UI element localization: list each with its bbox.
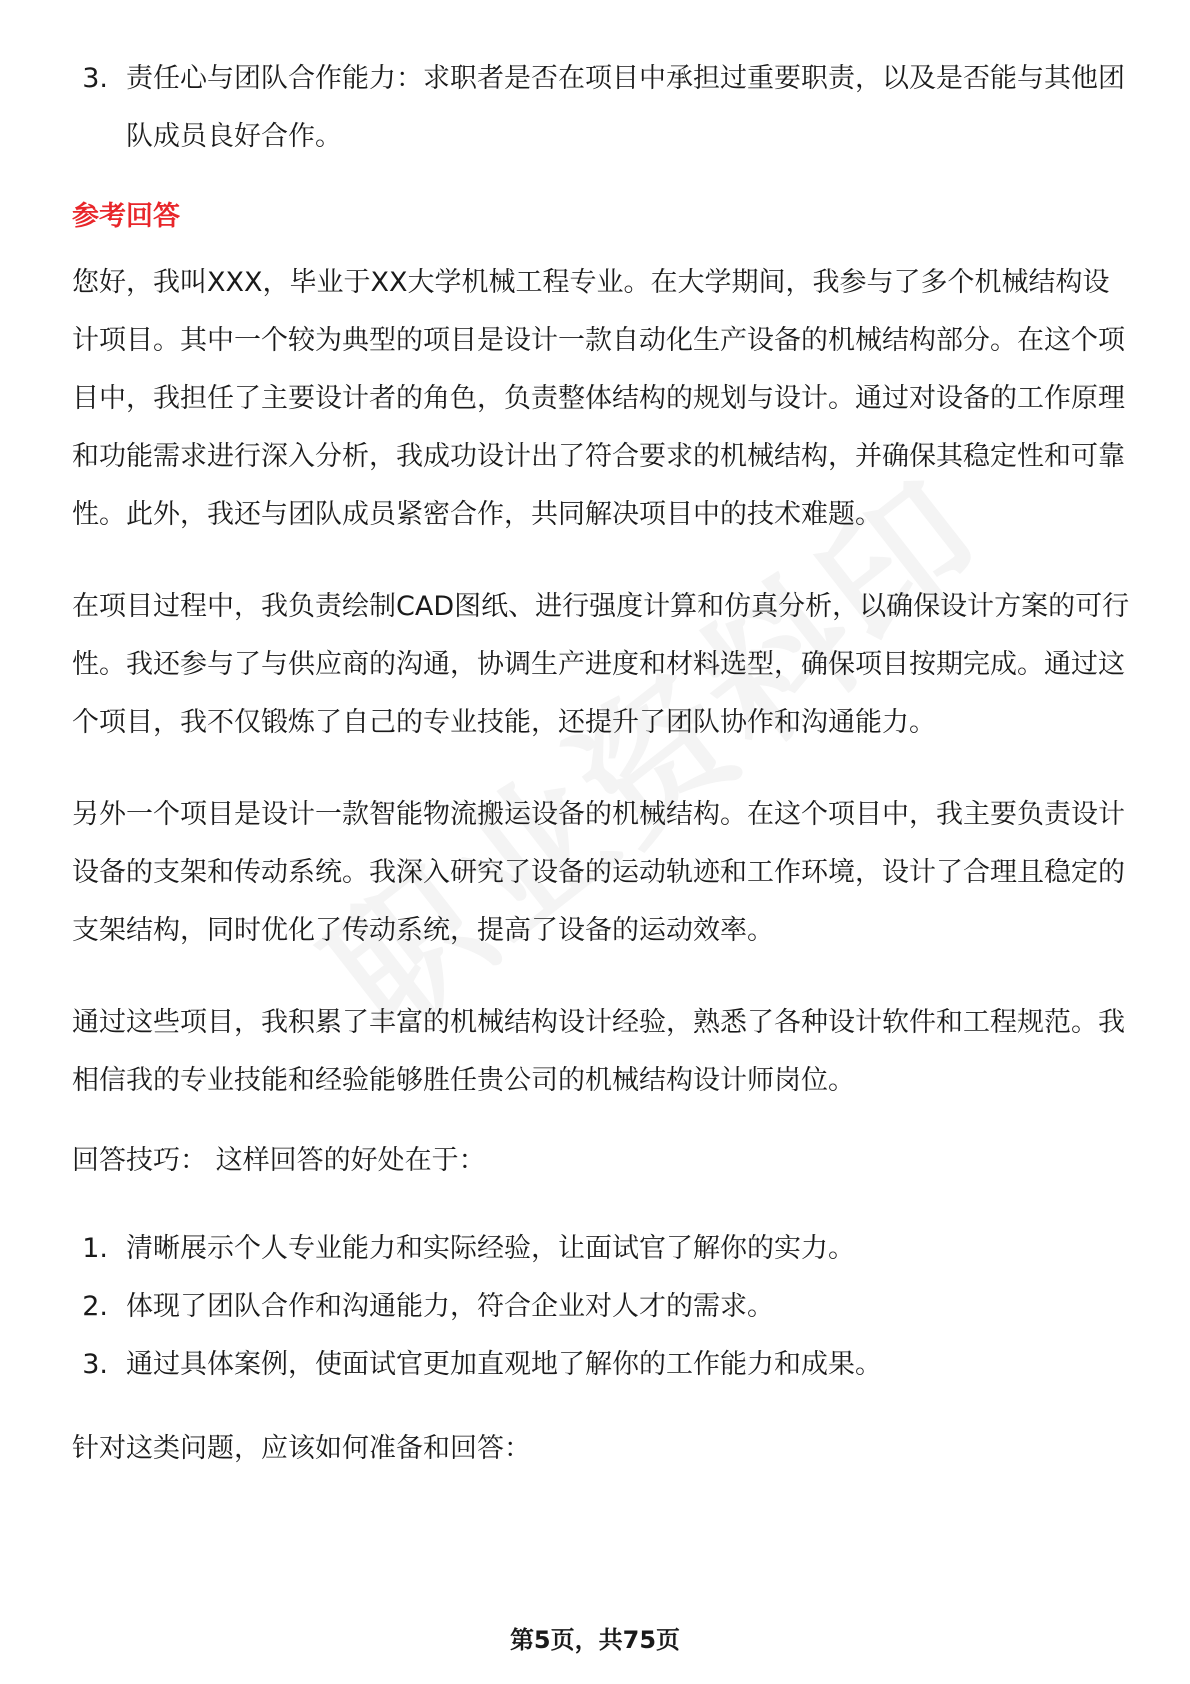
answer-paragraph: 通过这些项目，我积累了丰富的机械结构设计经验，熟悉了各种设计软件和工程规范。我相信我的专业技能和经验能够胜任贵公司的机械结构设计师岗位。 <box>72 1007 1125 1096</box>
document-content <box>72 50 1132 1478</box>
answer-paragraph: 另外一个项目是设计一款智能物流搬运设备的机械结构。在这个项目中，我主要负责设计设备的支架和传动系统。我深入研究了设备的运动轨迹和工作环境，设计了合理且稳定的支架结构，同时优化了传动系统，提高了设备的运动效率。 <box>72 799 1125 946</box>
list-item-text: 体现了团队合作和沟通能力，符合企业对人才的需求。 <box>126 1291 774 1322</box>
list-item-number: 1. <box>82 1233 108 1264</box>
tips-list <box>72 1220 1132 1394</box>
list-item-text: 通过具体案例，使面试官更加直观地了解你的工作能力和成果。 <box>126 1349 882 1380</box>
list-item <box>72 50 1132 166</box>
list-item <box>72 1220 1132 1278</box>
list-item-text: 责任心与团队合作能力：求职者是否在项目中承担过重要职责，以及是否能与其他团队成员良好合作。 <box>126 63 1125 152</box>
list-item-number: 2. <box>82 1291 108 1322</box>
answer-paragraph: 您好，我叫XXX，毕业于XX大学机械工程专业。在大学期间，我参与了多个机械结构设计项目。其中一个较为典型的项目是设计一款自动化生产设备的机械结构部分。在这个项目中，我担任了主要设计者的角色，负责整体结构的规划与设计。通过对设备的工作原理和功能需求进行深入分析，我成功设计出了符合要求的机械结构，并确保其稳定性和可靠性。此外，我还与团队成员紧密合作，共同解决项目中的技术难题。 <box>72 267 1125 530</box>
list-item <box>72 1336 1132 1394</box>
reference-answer-heading: 参考回答 <box>72 201 180 232</box>
closing-line: 针对这类问题，应该如何准备和回答： <box>72 1433 531 1464</box>
tips-line: 回答技巧： 这样回答的好处在于： <box>72 1145 486 1176</box>
answer-paragraph: 在项目过程中，我负责绘制CAD图纸、进行强度计算和仿真分析，以确保设计方案的可行性。我还参与了与供应商的沟通，协调生产进度和材料选型，确保项目按期完成。通过这个项目，我不仅锻炼了自己的专业技能，还提升了团队协作和沟通能力。 <box>72 591 1130 738</box>
list-item <box>72 1278 1132 1336</box>
list-item-number: 3. <box>82 1349 108 1380</box>
list-item-number: 3. <box>82 63 108 94</box>
page-number-footer: 第5页，共75页 <box>509 1626 681 1654</box>
list-item-text: 清晰展示个人专业能力和实际经验，让面试官了解你的实力。 <box>126 1233 855 1264</box>
